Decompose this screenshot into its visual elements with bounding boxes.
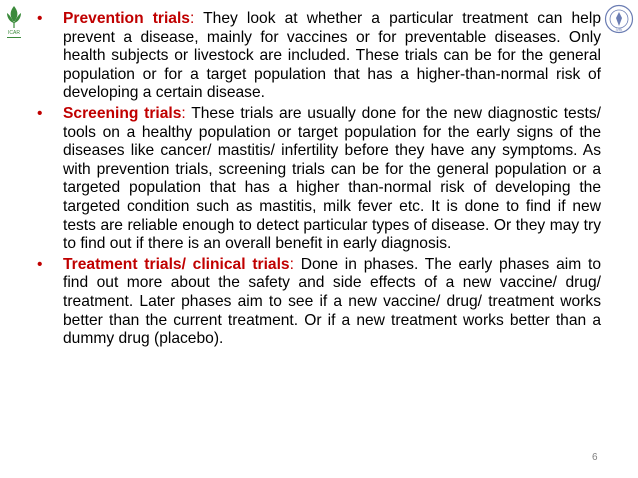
bullet-list (33, 10, 601, 351)
term-colon: : (181, 104, 186, 122)
treatment-trials-text: Done in phases. The early phases aim to find out more about the safety and side effects of a new vaccine/ drug/ treatment. Later phases aim to see if a new vaccine/ drug/ treatment works better than the current treatment. Or if a new treatment works better than a dummy drug (placebo). (63, 255, 601, 348)
slide-number: 6 (592, 452, 598, 463)
term-colon: : (289, 255, 294, 273)
treatment-trials-item (33, 256, 601, 349)
screening-trials-term: Screening trials (63, 104, 182, 122)
ivri-logo (604, 4, 634, 34)
prevention-trials-item (33, 10, 601, 103)
svg-text:IVRI: IVRI (615, 28, 623, 32)
prevention-trials-text: They look at whether a particular treatment can help prevent a disease, mainly for vaccines or for preventable diseases. Only health subjects or livestock are included. These trials can be for the general population or for a target population that has a higher-than-normal risk of developing a certain disease. (63, 10, 601, 102)
bullet-icon: • (37, 255, 43, 273)
screening-trials-item (33, 105, 601, 254)
bullet-icon: • (37, 10, 43, 27)
svg-text:ICAR: ICAR (8, 30, 20, 36)
term-colon: : (189, 10, 195, 27)
bullet-icon: • (37, 104, 43, 122)
prevention-trials-term: Prevention trials (63, 10, 190, 27)
screening-trials-text: These trials are usually done for the new diagnostic tests/ tools on a healthy population or target population for the early signs of the diseases like cancer/ mastitis/ infertility before they have any symptoms. As with prevention trials, screening trials can be for the general population or a targeted population that has a higher than-normal risk of developing the targeted condition such as mastitis, milk fever etc. It is done to find if new tests are reliable enough to detect particular types of disease. Or they may try to find out if there is an overall benefit in early diagnosis. (63, 104, 601, 253)
treatment-trials-term: Treatment trials/ clinical trials (63, 255, 290, 273)
icar-logo (4, 4, 24, 42)
